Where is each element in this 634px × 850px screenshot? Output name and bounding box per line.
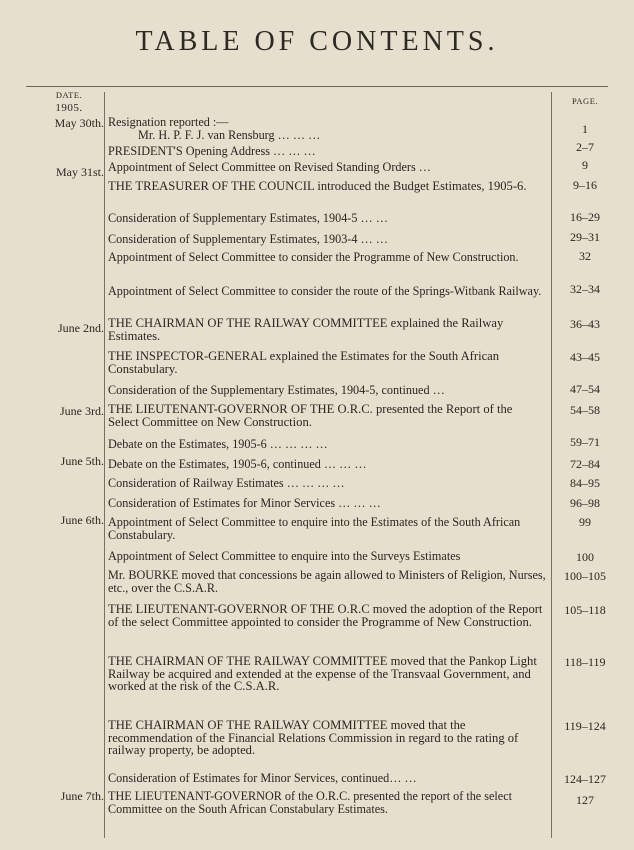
entry-date: May 30th. — [54, 116, 104, 130]
entry-page: 29–31 — [570, 230, 600, 244]
page-title: TABLE OF CONTENTS. — [135, 26, 499, 57]
entry-date: June 6th. — [60, 513, 104, 527]
toc-entry: Mr. BOURKE moved that concessions be again allowed to Ministers of Religion, Nurses, etc., over the C.S.A.R. — [108, 568, 546, 595]
toc-entry — [108, 116, 546, 141]
toc-entry: Consideration of Railway Estimates … … … … — [108, 476, 345, 490]
toc-entry: Appointment of Select Committee to enquire into the Estimates of the South African Constabulary. — [108, 515, 521, 542]
entry-text: Resignation reported :— — [108, 115, 229, 129]
toc-entry: Appointment of Select Committee to enquire into the Surveys Estimates — [108, 549, 461, 563]
toc-entry: THE CHAIRMAN OF THE RAILWAY COMMITTEE moved that the Pankop Light Railway be acquired and extended at the expense of the Transvaal Government, and worked at the risk of the C.S.A.R. — [108, 654, 537, 693]
toc-entry: THE LIEUTENANT-GOVERNOR OF THE O.R.C moved the adoption of the Report of the select Committee appointed to consider the Programme of New Construction. — [108, 602, 543, 629]
toc-entry: Consideration of Estimates for Minor Services, continued… … — [108, 771, 417, 785]
entry-page: 9–16 — [573, 178, 597, 192]
date-column-header: DATE. — [55, 90, 83, 100]
entry-page: 119–124 — [564, 719, 606, 733]
toc-entry: THE LIEUTENANT-GOVERNOR of the O.R.C. presented the report of the select Committee on the South African Constabulary Estimates. — [108, 789, 513, 816]
entry-date: June 7th. — [60, 789, 104, 803]
entry-page: 16–29 — [570, 210, 600, 224]
entry-page: 84–95 — [570, 476, 600, 490]
toc-entry: THE CHAIRMAN OF THE RAILWAY COMMITTEE moved that the recommendation of the Financial Relations Commission in regard to the rating of railway property, be adopted. — [108, 718, 519, 757]
page-column-header: PAGE. — [571, 96, 599, 106]
toc-entry: Consideration of the Supplementary Estimates, 1904-5, continued … — [108, 383, 445, 397]
toc-entry: THE CHAIRMAN OF THE RAILWAY COMMITTEE explained the Railway Estimates. — [108, 316, 504, 343]
entry-page: 2–7 — [576, 140, 594, 154]
year-label: 1905. — [55, 102, 83, 114]
entry-page: 1 — [582, 122, 588, 136]
entry-page: 118–119 — [564, 655, 606, 669]
toc-entry: Debate on the Estimates, 1905-6 … … … … — [108, 437, 328, 451]
entry-page: 36–43 — [570, 317, 600, 331]
entry-date: June 2nd. — [58, 321, 104, 335]
entry-page: 59–71 — [570, 435, 600, 449]
toc-entry: Consideration of Supplementary Estimates, 1904-5 … … — [108, 211, 388, 225]
toc-entry: THE INSPECTOR-GENERAL explained the Estimates for the South African Constabulary. — [108, 349, 500, 376]
toc-entry: Appointment of Select Committee to consider the Programme of New Construction. — [108, 250, 519, 264]
toc-entry: Appointment of Select Committee on Revised Standing Orders … — [108, 160, 431, 174]
toc-entry: THE TREASURER OF THE COUNCIL introduced the Budget Estimates, 1905-6. — [108, 179, 527, 193]
entry-page: 100–105 — [564, 569, 606, 583]
entry-page: 9 — [582, 158, 588, 172]
toc-entry: Consideration of Supplementary Estimates, 1903-4 … … — [108, 232, 388, 246]
entry-page: 127 — [576, 793, 594, 807]
entry-date: June 5th. — [60, 454, 104, 468]
entry-date: June 3rd. — [60, 404, 104, 418]
toc-entry: THE LIEUTENANT-GOVERNOR OF THE O.R.C. presented the Report of the Select Committee on New Construction. — [108, 402, 513, 429]
entry-page: 124–127 — [564, 772, 606, 786]
entry-page: 54–58 — [570, 403, 600, 417]
entry-page: 99 — [579, 515, 591, 529]
toc-entry: PRESIDENT'S Opening Address … … … — [108, 144, 316, 158]
entry-text-continued: Mr. H. P. F. J. van Rensburg … … … — [138, 127, 321, 142]
date-column-divider — [104, 92, 105, 838]
entry-page: 96–98 — [570, 496, 600, 510]
page-column-divider — [551, 92, 552, 838]
entry-date: May 31st. — [56, 165, 104, 179]
header-rule — [26, 86, 608, 87]
entry-page: 43–45 — [570, 350, 600, 364]
entry-page: 105–118 — [564, 603, 606, 617]
toc-entry: Appointment of Select Committee to consider the route of the Springs-Witbank Railway. — [108, 284, 542, 298]
entry-page: 72–84 — [570, 457, 600, 471]
entry-page: 100 — [576, 550, 594, 564]
toc-entry: Debate on the Estimates, 1905-6, continued … … … — [108, 457, 367, 471]
entry-page: 32 — [579, 249, 591, 263]
entry-page: 32–34 — [570, 282, 600, 296]
toc-entry: Consideration of Estimates for Minor Services … … … — [108, 496, 381, 510]
entry-page: 47–54 — [570, 382, 600, 396]
